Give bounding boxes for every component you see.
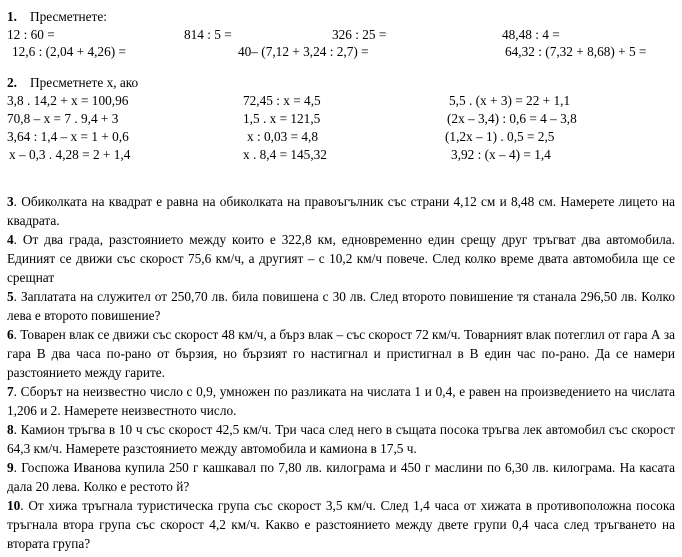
equation: х – 0,3 . 4,28 = 2 + 1,4 xyxy=(9,147,131,162)
section-1-number: 1. xyxy=(7,9,17,24)
problem-9 xyxy=(7,458,675,496)
problem-text: . Госпожа Иванова купила 250 г кашкавал по 7,80 лв. килограма и 450 г маслини по 6,30 лв. килограма. На касата дала 20 лева. Колко е рестото й? xyxy=(7,460,675,494)
expression: 12 : 60 = xyxy=(7,27,55,42)
expression: 814 : 5 = xyxy=(184,27,232,42)
problem-7 xyxy=(7,382,675,420)
equation: (1,2х – 1) . 0,5 = 2,5 xyxy=(445,129,555,144)
equation: 3,92 : (х – 4) = 1,4 xyxy=(451,147,551,162)
section-2-title: Пресметнете х, ако xyxy=(30,75,139,90)
problem-number: 5 xyxy=(7,289,14,304)
problem-number: 4 xyxy=(7,232,14,247)
problem-text: . Товарен влак се движи със скорост 48 км/ч, а бърз влак – със скорост 72 км/ч. Товарният влак потеглил от гара А за гара В два часа по-рано от бързия, но бързият го настигнал и пристигнал в В един час по-рано. Да се намери разстоянието между гарите. xyxy=(7,327,675,380)
problem-6 xyxy=(7,325,675,382)
equation: 72,45 : х = 4,5 xyxy=(243,93,321,108)
expression: 12,6 : (2,04 + 4,26) = xyxy=(12,44,126,59)
problem-number: 3 xyxy=(7,194,14,209)
problem-text: . От хижа тръгнала туристическа група със скорост 3,5 км/ч. След 1,4 часа от хижата в противоположна посока тръгнала втора група със скорост 4,2 км/ч. Какво е разстоянието между двете групи 0,4 часа след тръгването на втората група? xyxy=(7,498,675,551)
problem-text: . Заплатата на служител от 250,70 лв. била повишена с 30 лв. След второто повишение тя станала 296,50 лв. Колко лева е второто повишение? xyxy=(7,289,675,323)
problem-10 xyxy=(7,496,675,553)
problem-text: . Обиколката на квадрат е равна на обиколката на правоъгълник със страни 4,12 см и 8,48 см. Намерете лицето на квадрата. xyxy=(7,194,675,228)
problem-3 xyxy=(7,192,675,230)
problem-number: 6 xyxy=(7,327,14,342)
problem-number: 9 xyxy=(7,460,14,475)
expression: 64,32 : (7,32 + 8,68) + 5 = xyxy=(505,44,647,59)
problem-text: . От два града, разстоянието между които е 322,8 км, едновременно един срещу друг тръгват два автомобила. Единият се движи със скорост 75,6 км/ч, а другият – с 10,2 км/ч повече. След колко време двата автомобила ще се срещнат xyxy=(7,232,675,285)
expression: 40– (7,12 + 3,24 : 2,7) = xyxy=(238,44,369,59)
equation: 3,64 : 1,4 – х = 1 + 0,6 xyxy=(7,129,129,144)
expression: 326 : 25 = xyxy=(332,27,387,42)
equation: 1,5 . х = 121,5 xyxy=(243,111,321,126)
problem-8 xyxy=(7,420,675,458)
problem-number: 8 xyxy=(7,422,14,437)
section-1-title: Пресметнете: xyxy=(30,9,107,24)
problem-text: . Сборът на неизвестно число с 0,9, умножен по разликата на числата 1 и 0,4, е равен на произведението на числата 1,206 и 2. Намерете неизвестното число. xyxy=(7,384,675,418)
problem-4 xyxy=(7,230,675,287)
expression: 48,48 : 4 = xyxy=(502,27,560,42)
equation: 70,8 – х = 7 . 9,4 + 3 xyxy=(7,111,119,126)
section-2-number: 2. xyxy=(7,75,17,90)
problem-5 xyxy=(7,287,675,325)
equation: 3,8 . 14,2 + х = 100,96 xyxy=(7,93,129,108)
problem-number: 10 xyxy=(7,498,21,513)
equation: (2х – 3,4) : 0,6 = 4 – 3,8 xyxy=(447,111,577,126)
equation: х : 0,03 = 4,8 xyxy=(247,129,319,144)
problem-text: . Камион тръгва в 10 ч със скорост 42,5 км/ч. Три часа след него в същата посока тръгва лек автомобил със скорост 64,3 км/ч. Намерете разстоянието между автомобила и камиона в 17,5 ч. xyxy=(7,422,675,456)
problem-number: 7 xyxy=(7,384,14,399)
equation: 5,5 . (х + 3) = 22 + 1,1 xyxy=(449,93,571,108)
equation: х . 8,4 = 145,32 xyxy=(243,147,327,162)
